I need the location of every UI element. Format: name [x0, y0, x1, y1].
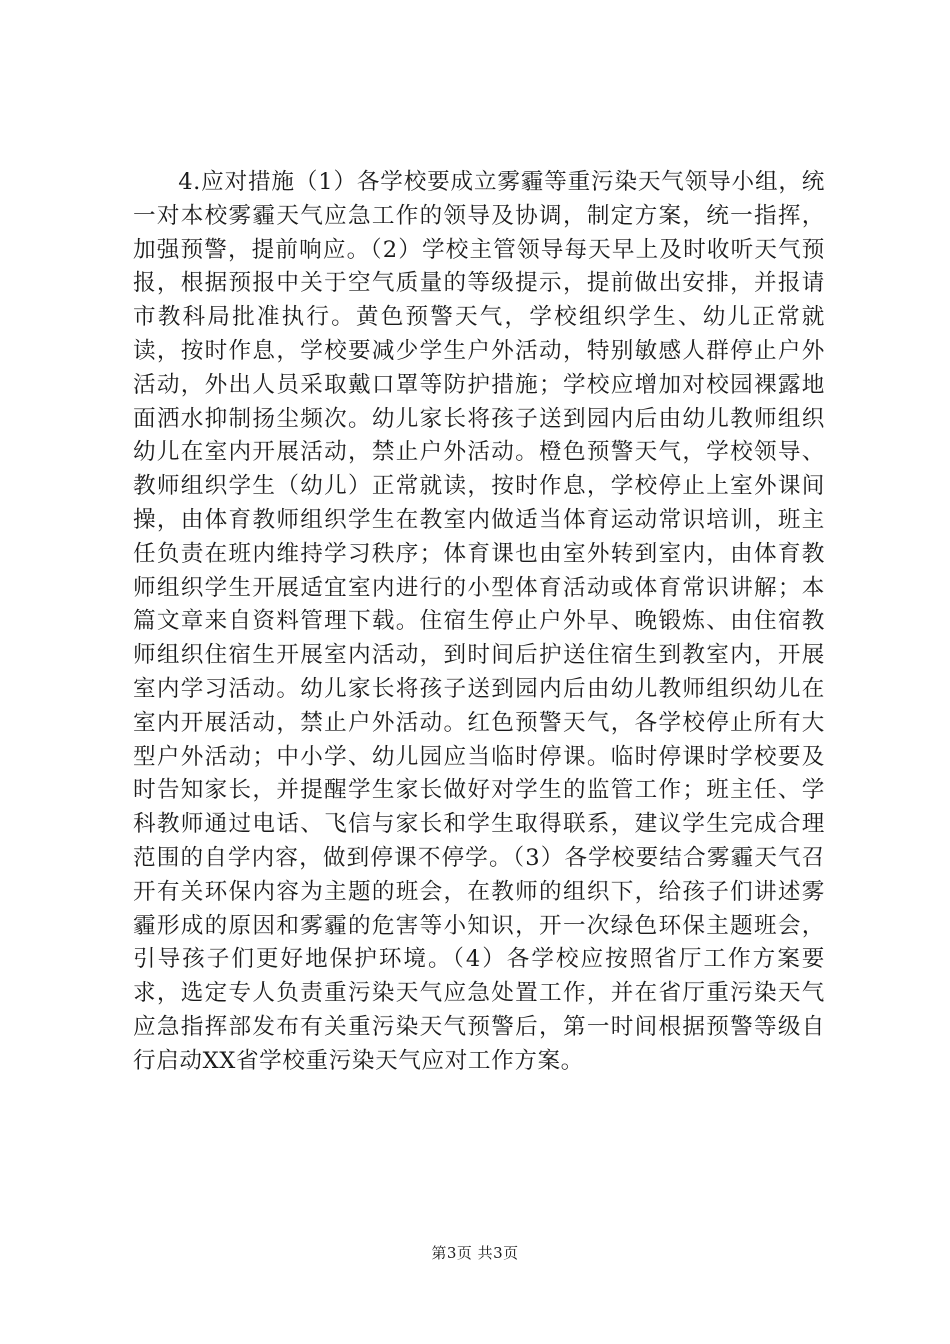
body-paragraph: 4.应对措施（1）各学校要成立雾霾等重污染天气领导小组，统一对本校雾霾天气应急工作的领导及协调，制定方案，统一指挥，加强预警，提前响应。（2）学校主管领导每天早上及时收听天气预报，根据预报中关于空气质量的等级提示，提前做出安排，并报请市教科局批准执行。黄色预警天气，学校组织学生、幼儿正常就读，按时作息，学校要减少学生户外活动，特别敏感人群停止户外活动，外出人员采取戴口罩等防护措施；学校应增加对校园裸露地面洒水抑制扬尘频次。幼儿家长将孩子送到园内后由幼儿教师组织幼儿在室内开展活动，禁止户外活动。橙色预警天气，学校领导、教师组织学生（幼儿）正常就读，按时作息，学校停止上室外课间操，由体育教师组织学生在教室内做适当体育运动常识培训，班主任负责在班内维持学习秩序；体育课也由室外转到室内，由体育教师组织学生开展适宜室内进行的小型体育活动或体育常识讲解；本篇文章来自资料管理下载。住宿生停止户外早、晚锻炼、由住宿教师组织住宿生开展室内活动，到时间后护送住宿生到教室内，开展室内学习活动。幼儿家长将孩子送到园内后由幼儿教师组织幼儿在室内开展活动，禁止户外活动。红色预警天气，各学校停止所有大型户外活动；中小学、幼儿园应当临时停课。临时停课时学校要及时告知家长，并提醒学生家长做好对学生的监管工作；班主任、学科教师通过电话、飞信与家长和学生取得联系，建议学生完成合理范围的自学内容，做到停课不停学。（3）各学校要结合雾霾天气召开有关环保内容为主题的班会，在教师的组织下，给孩子们讲述雾霾形成的原因和雾霾的危害等小知识，开一次绿色环保主题班会，引导孩子们更好地保护环境。（4）各学校应按照省厅工作方案要求，选定专人负责重污染天气应急处置工作，并在省厅重污染天气应急指挥部发布有关重污染天气预警后，第一时间根据预警等级自行启动XX省学校重污染天气应对工作方案。 [133, 169, 825, 1074]
page-footer: 第3页 共3页 [431, 1244, 519, 1262]
